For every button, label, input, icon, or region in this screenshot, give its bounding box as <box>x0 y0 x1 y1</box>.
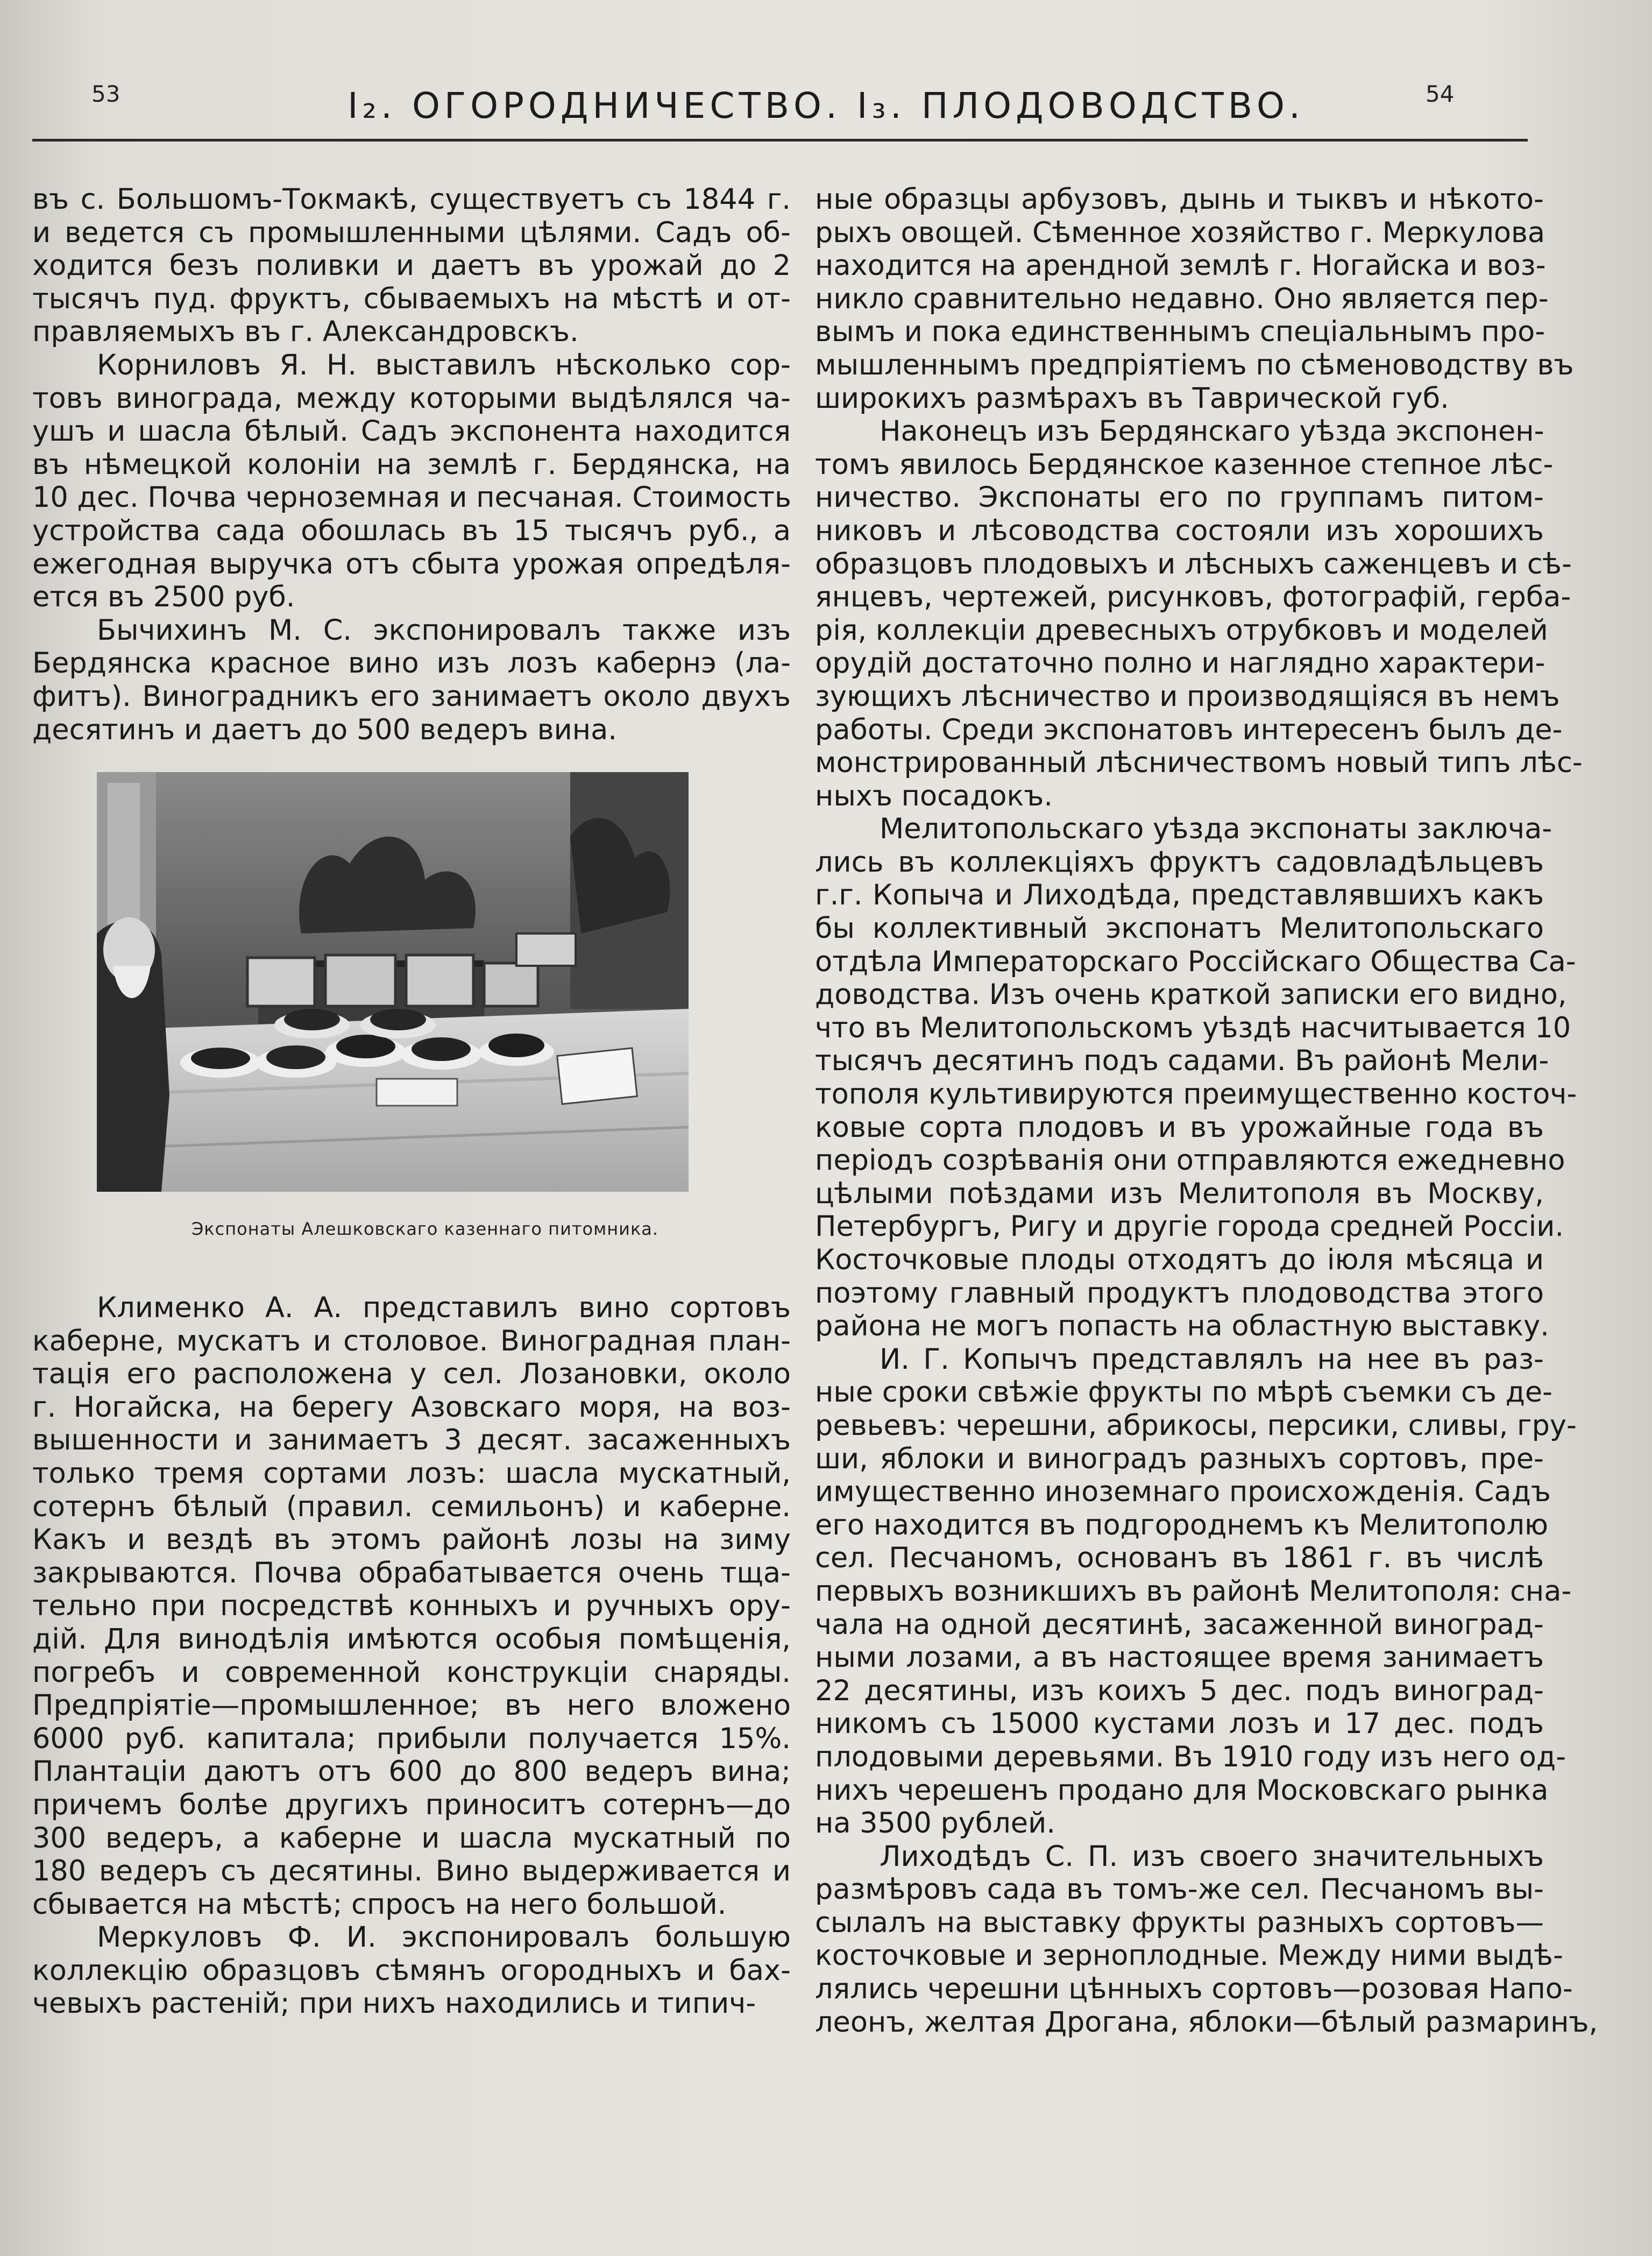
text-line: Петербургъ, Ригу и другіе города средней Россіи. <box>815 1210 1564 1243</box>
text-line: района не могъ попасть на областную выставку. <box>815 1310 1549 1343</box>
text-line: никло сравнительно недавно. Оно является пер- <box>815 282 1549 315</box>
text-line: ничество. Экспонаты его по группамъ питом- <box>815 481 1544 514</box>
text-line: закрываются. Почва обрабатывается очень тща- <box>32 1556 791 1589</box>
text-line: тополя культивируются преимущественно косточ- <box>815 1078 1577 1111</box>
text-line: въ нѣмецкой колоніи на землѣ г. Бердянска, на <box>32 448 791 481</box>
text-line: 6000 руб. капитала; прибыли получается 15%. <box>32 1722 791 1755</box>
text-line: имущественно иноземнаго происхожденія. Садъ <box>815 1475 1551 1509</box>
text-line: устройства сада обошлась въ 15 тысячъ руб., а <box>32 514 791 547</box>
text-line: Наконецъ изъ Бердянскаго уѣзда экспонен- <box>880 415 1544 448</box>
text-line: бы коллективный экспонатъ Мелитопольскаго <box>815 912 1544 945</box>
text-line: 300 ведеръ, а каберне и шасла мускатный по <box>32 1821 791 1855</box>
text-line: работы. Среди экспонатовъ интересенъ былъ де- <box>815 713 1563 746</box>
text-line: рія, коллекціи древесныхъ отрубковъ и моделей <box>815 613 1548 647</box>
text-line: Мелитопольскаго уѣзда экспонаты заключа- <box>880 812 1552 846</box>
text-line: ныхъ посадокъ. <box>815 779 1053 812</box>
text-line: г. Ногайска, на берегу Азовскаго моря, на воз- <box>32 1390 791 1424</box>
running-header-title: I₂. ОГОРОДНИЧЕСТВО. I₃. ПЛОДОВОДСТВО. <box>348 85 1304 126</box>
text-line: его находится въ подгороднемъ къ Мелитополю <box>815 1508 1549 1541</box>
page-number-left: 53 <box>91 81 120 107</box>
text-line: ется въ 2500 руб. <box>32 581 295 614</box>
text-line: коллекцію образцовъ сѣмянъ огородныхъ и бах- <box>32 1954 791 1987</box>
text-line: товъ винограда, между которыми выдѣлялся ча- <box>32 381 791 415</box>
text-line: Какъ и вездѣ въ этомъ районѣ лозы на зиму <box>32 1523 791 1557</box>
text-line: сбывается на мѣстѣ; спросъ на него большой. <box>32 1887 727 1921</box>
text-line: размѣровъ сада въ томъ-же сел. Песчаномъ вы- <box>815 1873 1544 1906</box>
page-number-right: 54 <box>1426 81 1455 107</box>
text-line: періодъ созрѣванія они отправляются ежедневно <box>815 1144 1565 1177</box>
text-line: 10 дес. Почва черноземная и песчаная. Стоимость <box>32 481 791 514</box>
text-line: причемъ болѣе другихъ приноситъ сотернъ—до <box>32 1788 791 1821</box>
text-line: отдѣла Императорскаго Россійскаго Общества Са- <box>815 945 1576 978</box>
exhibit-photo <box>97 772 689 1192</box>
text-line: что въ Мелитопольскомъ уѣздѣ насчитывается 10 <box>815 1011 1571 1044</box>
text-line: чевыхъ растеній; при нихъ находились и типич- <box>32 1987 756 2020</box>
header-rule <box>32 139 1528 142</box>
text-line: Предпріятіе—промышленное; въ него вложено <box>32 1689 791 1722</box>
text-line: на 3500 рублей. <box>815 1807 1055 1840</box>
text-line: десятинъ и даетъ до 500 ведеръ вина. <box>32 713 617 746</box>
text-line: ходится безъ поливки и даетъ въ урожай до 2 <box>32 249 791 282</box>
text-line: дій. Для винодѣлія имѣются особыя помѣщенія, <box>32 1622 791 1656</box>
text-line: только тремя сортами лозъ: шасла мускатный, <box>32 1456 791 1490</box>
text-line: чала на одной десятинѣ, засаженной виноград- <box>815 1608 1544 1641</box>
text-line: 180 ведеръ съ десятины. Вино выдерживается и <box>32 1855 791 1888</box>
text-line: Плантаціи даютъ отъ 600 до 800 ведеръ вина; <box>32 1755 791 1788</box>
text-line: Меркуловъ Ф. И. экспонировалъ большую <box>97 1921 791 1954</box>
text-line: зующихъ лѣсничество и производящіяся въ немъ <box>815 680 1560 713</box>
text-line: цѣлыми поѣздами изъ Мелитополя въ Москву, <box>815 1177 1544 1210</box>
text-line: плодовыми деревьями. Въ 1910 году изъ него од- <box>815 1740 1566 1773</box>
text-line: въ с. Большомъ-Токмакѣ, существуетъ съ 1844 г. <box>32 183 791 216</box>
text-line: тельно при посредствѣ конныхъ и ручныхъ ору- <box>32 1589 791 1623</box>
text-line: И. Г. Копычъ представлялъ на нее въ раз- <box>880 1342 1544 1376</box>
exhibit-photo-image <box>97 772 689 1192</box>
text-line: вымъ и пока единственнымъ спеціальнымъ про- <box>815 315 1545 349</box>
text-line: нихъ черешенъ продано для Московскаго рынка <box>815 1773 1549 1807</box>
text-line: ушъ и шасла бѣлый. Садъ экспонента находится <box>32 415 791 448</box>
text-line: Корниловъ Я. Н. выставилъ нѣсколько сор- <box>97 348 791 381</box>
left-column-top <box>32 183 791 746</box>
text-line: Косточковые плоды отходятъ до іюля мѣсяца и <box>815 1243 1544 1276</box>
text-line: тысячъ десятинъ подъ садами. Въ районѣ Мели- <box>815 1044 1549 1078</box>
text-line: ши, яблоки и виноградъ разныхъ сортовъ, пре- <box>815 1442 1544 1475</box>
text-line: томъ явилось Бердянское казенное степное лѣс- <box>815 448 1554 481</box>
text-line: косточковые и зерноплодные. Между ними выдѣ- <box>815 1939 1563 1972</box>
text-line: широкихъ размѣрахъ въ Таврической губ. <box>815 381 1449 415</box>
text-line: рыхъ овощей. Сѣменное хозяйство г. Меркулова <box>815 216 1545 249</box>
text-line: г.г. Копыча и Лиходѣда, представлявшихъ какъ <box>815 879 1544 912</box>
text-line: никовъ и лѣсоводства состояли изъ хорошихъ <box>815 514 1544 547</box>
text-line: монстрированный лѣсничествомъ новый типъ лѣс- <box>815 746 1583 780</box>
text-line: мышленнымъ предпріятіемъ по сѣменоводству въ <box>815 348 1574 381</box>
text-line: 22 десятины, изъ коихъ 5 дес. подъ виноград- <box>815 1674 1544 1707</box>
right-column <box>815 183 1598 2039</box>
text-line: погребъ и современной конструкціи снаряды. <box>32 1656 791 1689</box>
text-line: ковые сорта плодовъ и въ урожайные года въ <box>815 1111 1544 1144</box>
text-line: образцовъ плодовыхъ и лѣсныхъ саженцевъ и сѣ- <box>815 547 1572 581</box>
text-line: находится на арендной землѣ г. Ногайска и воз- <box>815 249 1546 282</box>
text-line: тація его расположена у сел. Лозановки, около <box>32 1357 791 1391</box>
text-line: сел. Песчаномъ, основанъ въ 1861 г. въ числѣ <box>815 1541 1544 1575</box>
text-line: сотернъ бѣлый (правил. семильонъ) и каберне. <box>32 1490 791 1523</box>
text-line: ные сроки свѣжіе фрукты по мѣрѣ съемки съ де- <box>815 1376 1553 1409</box>
text-line: тысячъ пуд. фруктъ, сбываемыхъ на мѣстѣ и от- <box>32 282 791 315</box>
text-line: правляемыхъ въ г. Александровскъ. <box>32 315 579 349</box>
text-line: ными лозами, а въ настоящее время занимаетъ <box>815 1641 1544 1674</box>
text-line: лялись черешни цѣнныхъ сортовъ—розовая Напо- <box>815 1972 1573 2006</box>
text-line: никомъ съ 15000 кустами лозъ и 17 дес. подъ <box>815 1707 1544 1741</box>
text-line: ежегодная выручка отъ сбыта урожая опредѣля- <box>32 547 791 581</box>
photo-caption: Экспонаты Алешковскаго казеннаго питомника. <box>191 1219 659 1239</box>
text-line: ревьевъ: черешни, абрикосы, персики, сливы, гру- <box>815 1409 1577 1442</box>
text-line: поэтому главный продуктъ плодоводства этого <box>815 1276 1544 1310</box>
text-line: каберне, мускатъ и столовое. Виноградная план- <box>32 1324 791 1357</box>
text-line: янцевъ, чертежей, рисунковъ, фотографій, герба- <box>815 581 1571 614</box>
text-line: ные образцы арбузовъ, дынь и тыквъ и нѣкото- <box>815 183 1544 216</box>
text-line: фитъ). Виноградникъ его занимаетъ около двухъ <box>32 680 791 713</box>
left-column-bottom <box>32 1291 791 2020</box>
text-line: доводства. Изъ очень краткой записки его видно, <box>815 978 1567 1012</box>
text-line: первыхъ возникшихъ въ районѣ Мелитополя: сна- <box>815 1574 1572 1608</box>
text-line: лись въ коллекціяхъ фруктъ садовладѣльцевъ <box>815 845 1544 879</box>
text-line: Клименко А. А. представилъ вино сортовъ <box>97 1291 791 1324</box>
text-line: Бердянска красное вино изъ лозъ кабернэ (ла- <box>32 647 791 680</box>
text-line: сылалъ на выставку фрукты разныхъ сортовъ— <box>815 1906 1544 1939</box>
text-line: орудій достаточно полно и наглядно характери- <box>815 647 1545 680</box>
text-line: вышенности и занимаетъ 3 десят. засаженныхъ <box>32 1424 791 1457</box>
text-line: Лиходѣдъ С. П. изъ своего значительныхъ <box>880 1840 1544 1873</box>
text-line: Бычихинъ М. С. экспонировалъ также изъ <box>97 613 791 647</box>
text-line: и ведется съ промышленными цѣлями. Садъ об- <box>32 216 791 249</box>
text-line: леонъ, желтая Дрогана, яблоки—бѣлый размаринъ, <box>815 2005 1598 2039</box>
